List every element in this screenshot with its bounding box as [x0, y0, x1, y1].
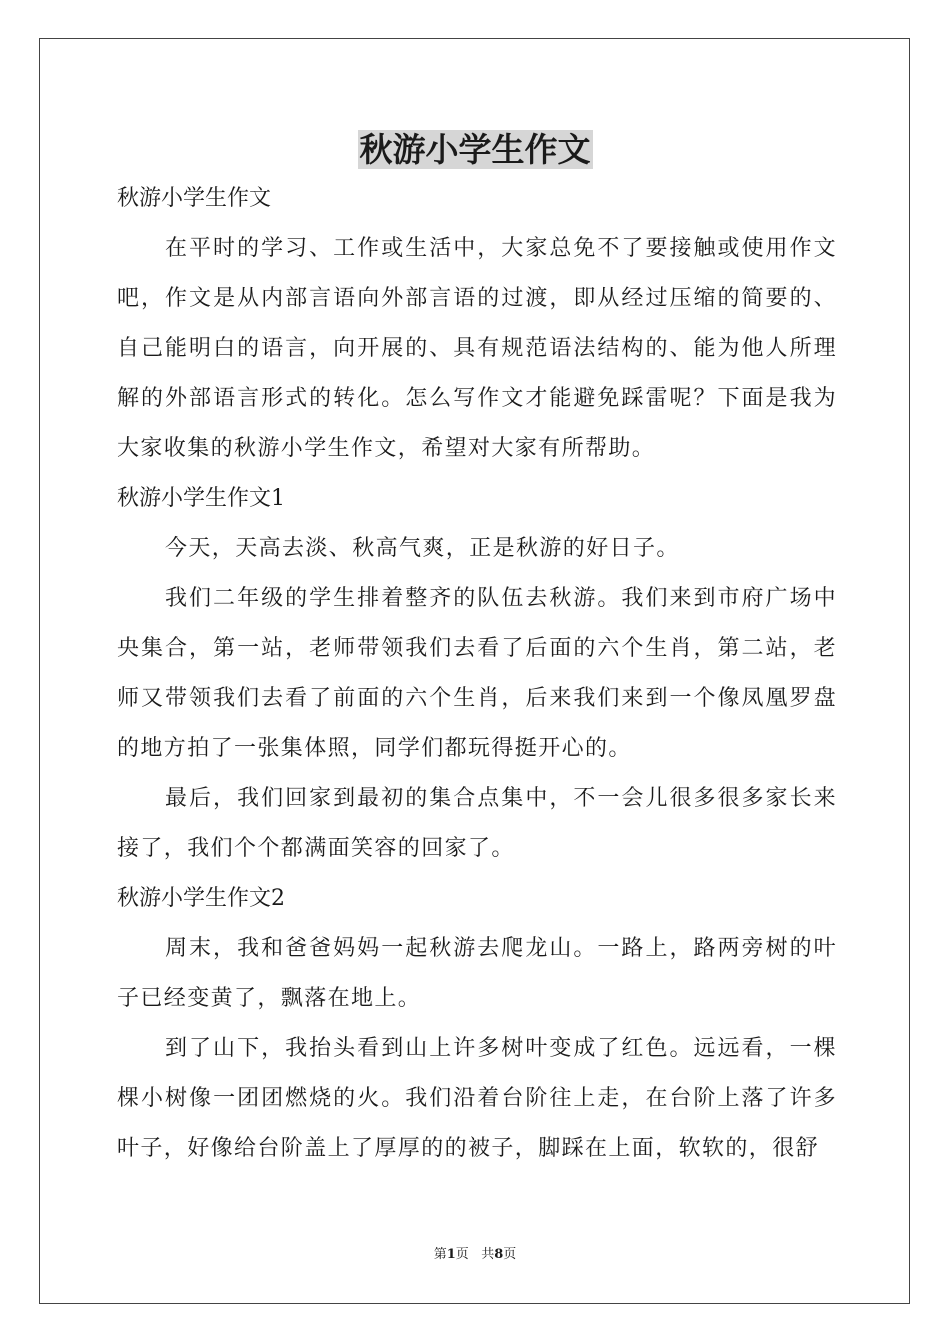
section-heading: 秋游小学生作文1	[117, 486, 285, 511]
paragraph: 到了山下，我抬头看到山上许多树叶变成了红色。远远看，一棵棵小树像一团团燃烧的火。我们沿着台阶往上走，在台阶上落了许多叶子，好像给台阶盖上了厚厚的的被子，脚踩在上面，软软的，很舒	[117, 1036, 837, 1161]
page-prefix: 第	[433, 1247, 447, 1262]
paragraph: 周末，我和爸爸妈妈一起秋游去爬龙山。一路上，路两旁树的叶子已经变黄了，飘落在地上。	[117, 936, 837, 1011]
total-prefix: 共	[481, 1247, 495, 1262]
total-page-number: 8	[494, 1247, 504, 1262]
document-title	[0, 128, 950, 172]
paragraph: 今天，天高去淡、秋高气爽，正是秋游的好日子。	[165, 536, 680, 561]
current-page-number: 1	[446, 1247, 456, 1262]
document-body	[117, 174, 837, 1174]
page-footer	[0, 1246, 950, 1264]
total-suffix: 页	[503, 1247, 517, 1262]
paragraph: 在平时的学习、工作或生活中，大家总免不了要接触或使用作文吧，作文是从内部言语向外部言语的过渡，即从经过压缩的简要的、自己能明白的语言，向开展的、具有规范语法结构的、能为他人所理解的外部语言形式的转化。怎么写作文才能避免踩雷呢？下面是我为大家收集的秋游小学生作文，希望对大家有所帮助。	[117, 236, 837, 461]
section-heading: 秋游小学生作文2	[117, 886, 285, 911]
document-title-text: 秋游小学生作文	[359, 130, 591, 169]
paragraph: 最后，我们回家到最初的集合点集中，不一会儿很多很多家长来接了，我们个个都满面笑容的回家了。	[117, 786, 837, 861]
section-heading: 秋游小学生作文	[117, 186, 272, 211]
paragraph: 我们二年级的学生排着整齐的队伍去秋游。我们来到市府广场中央集合，第一站，老师带领我们去看了后面的六个生肖，第二站，老师又带领我们去看了前面的六个生肖，后来我们来到一个像凤凰罗盘的地方拍了一张集体照，同学们都玩得挺开心的。	[117, 586, 837, 761]
page-suffix: 页	[455, 1247, 469, 1262]
